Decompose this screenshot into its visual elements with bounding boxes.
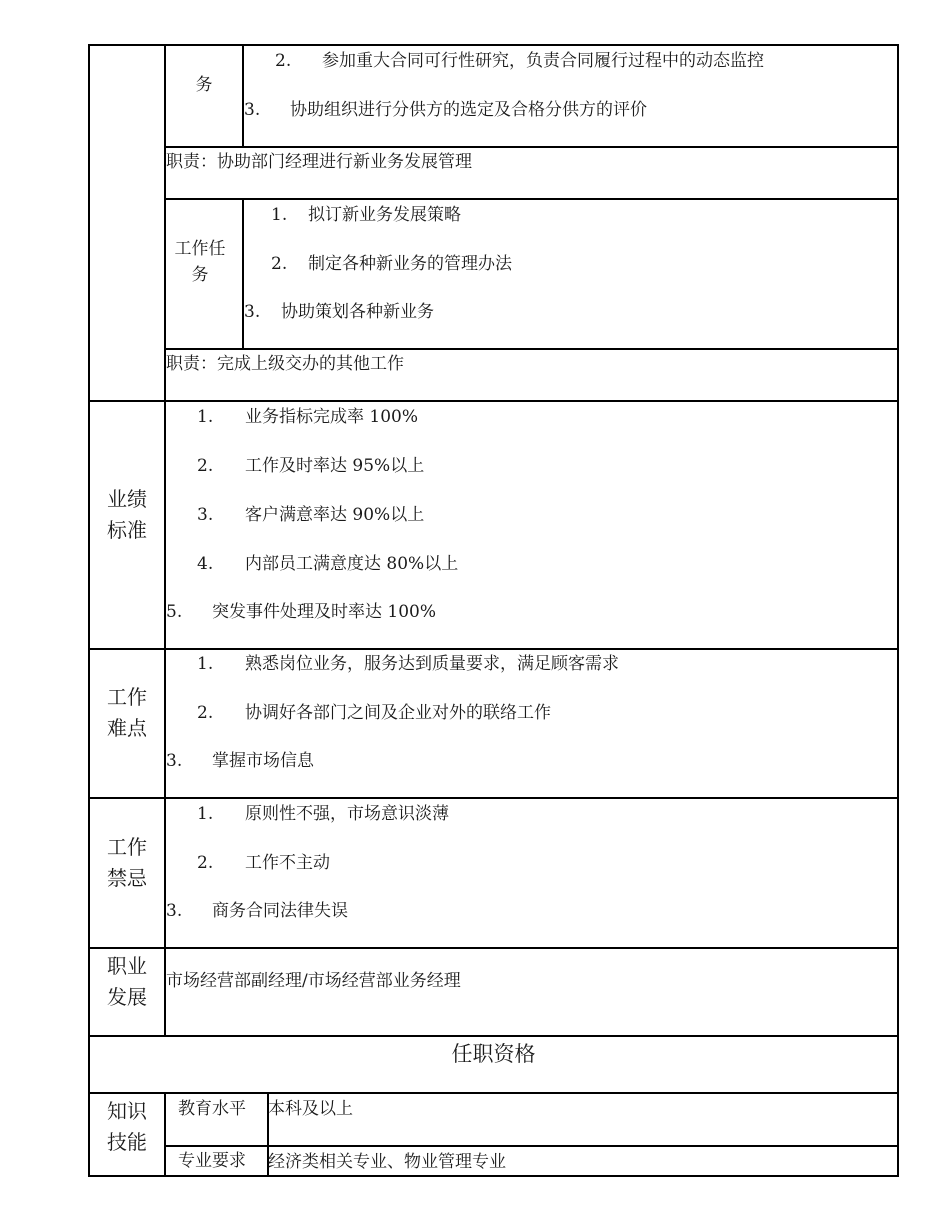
list-number: 2.	[197, 853, 214, 873]
column-divider-task-1	[242, 44, 244, 147]
list-item: 参加重大合同可行性研究，负责合同履行过程中的动态监控	[322, 51, 764, 71]
list-item: 拟订新业务发展策略	[308, 205, 461, 225]
list-item: 业务指标完成率 100%	[245, 407, 419, 427]
performance-label: 业绩标准	[107, 487, 147, 542]
list-item: 制定各种新业务的管理办法	[308, 254, 512, 274]
table-border-top	[88, 44, 899, 46]
row-divider	[88, 648, 899, 650]
row-divider	[164, 348, 899, 350]
list-number: 3.	[197, 505, 214, 525]
list-number: 1.	[197, 654, 214, 674]
list-item: 内部员工满意度达 80%以上	[245, 554, 459, 574]
list-item: 协助策划各种新业务	[281, 302, 434, 322]
row-divider	[164, 1145, 899, 1147]
list-item: 突发事件处理及时率达 100%	[212, 602, 437, 622]
taboos-label: 工作禁忌	[107, 835, 147, 890]
list-item: 协调好各部门之间及企业对外的联络工作	[245, 703, 551, 723]
career-path: 市场经营部副经理/市场经营部业务经理	[166, 971, 461, 991]
list-item: 工作及时率达 95%以上	[245, 456, 425, 476]
list-item: 原则性不强，市场意识淡薄	[245, 804, 449, 824]
row-divider	[88, 400, 899, 402]
education-value: 本科及以上	[268, 1099, 353, 1119]
row-divider	[88, 947, 899, 949]
row-divider	[164, 198, 899, 200]
row-divider	[164, 146, 899, 148]
list-number: 2.	[275, 51, 292, 71]
difficulties-label: 工作难点	[107, 685, 147, 740]
row-divider	[88, 797, 899, 799]
list-number: 2.	[197, 456, 214, 476]
table-border-left	[88, 44, 90, 1177]
task-label: 工作任务	[174, 239, 226, 285]
list-number: 3.	[244, 302, 261, 322]
list-number: 3.	[166, 901, 183, 921]
duty-text: 职责：协助部门经理进行新业务发展管理	[166, 152, 472, 172]
career-label: 职业发展	[107, 954, 147, 1009]
list-item: 熟悉岗位业务，服务达到质量要求，满足顾客需求	[245, 654, 619, 674]
list-number: 3.	[166, 751, 183, 771]
row-divider	[88, 1035, 899, 1037]
duty-text: 职责：完成上级交办的其他工作	[166, 354, 404, 374]
qualifications-title: 任职资格	[451, 1042, 536, 1066]
list-item: 协助组织进行分供方的选定及合格分供方的评价	[290, 100, 647, 120]
major-key: 专业要求	[178, 1151, 246, 1171]
task-label: 务	[195, 75, 213, 95]
list-number: 1.	[197, 407, 214, 427]
education-key: 教育水平	[178, 1099, 246, 1119]
list-number: 1.	[197, 804, 214, 824]
row-divider	[88, 1092, 899, 1094]
column-divider-main	[164, 44, 166, 1037]
list-number: 2.	[271, 254, 288, 274]
list-item: 客户满意率达 90%以上	[245, 505, 425, 525]
knowledge-skills-label: 知识技能	[107, 1099, 147, 1154]
major-value: 经济类相关专业、物业管理专业	[268, 1152, 506, 1172]
list-item: 商务合同法律失误	[212, 901, 348, 921]
table-border-bottom	[88, 1175, 899, 1177]
list-number: 1.	[271, 205, 288, 225]
list-number: 5.	[166, 602, 183, 622]
list-number: 4.	[197, 554, 214, 574]
list-item: 掌握市场信息	[212, 751, 314, 771]
table-border-right	[897, 44, 899, 1177]
list-number: 3.	[244, 100, 261, 120]
list-item: 工作不主动	[245, 853, 330, 873]
column-divider-task-2	[242, 198, 244, 349]
list-number: 2.	[197, 703, 214, 723]
